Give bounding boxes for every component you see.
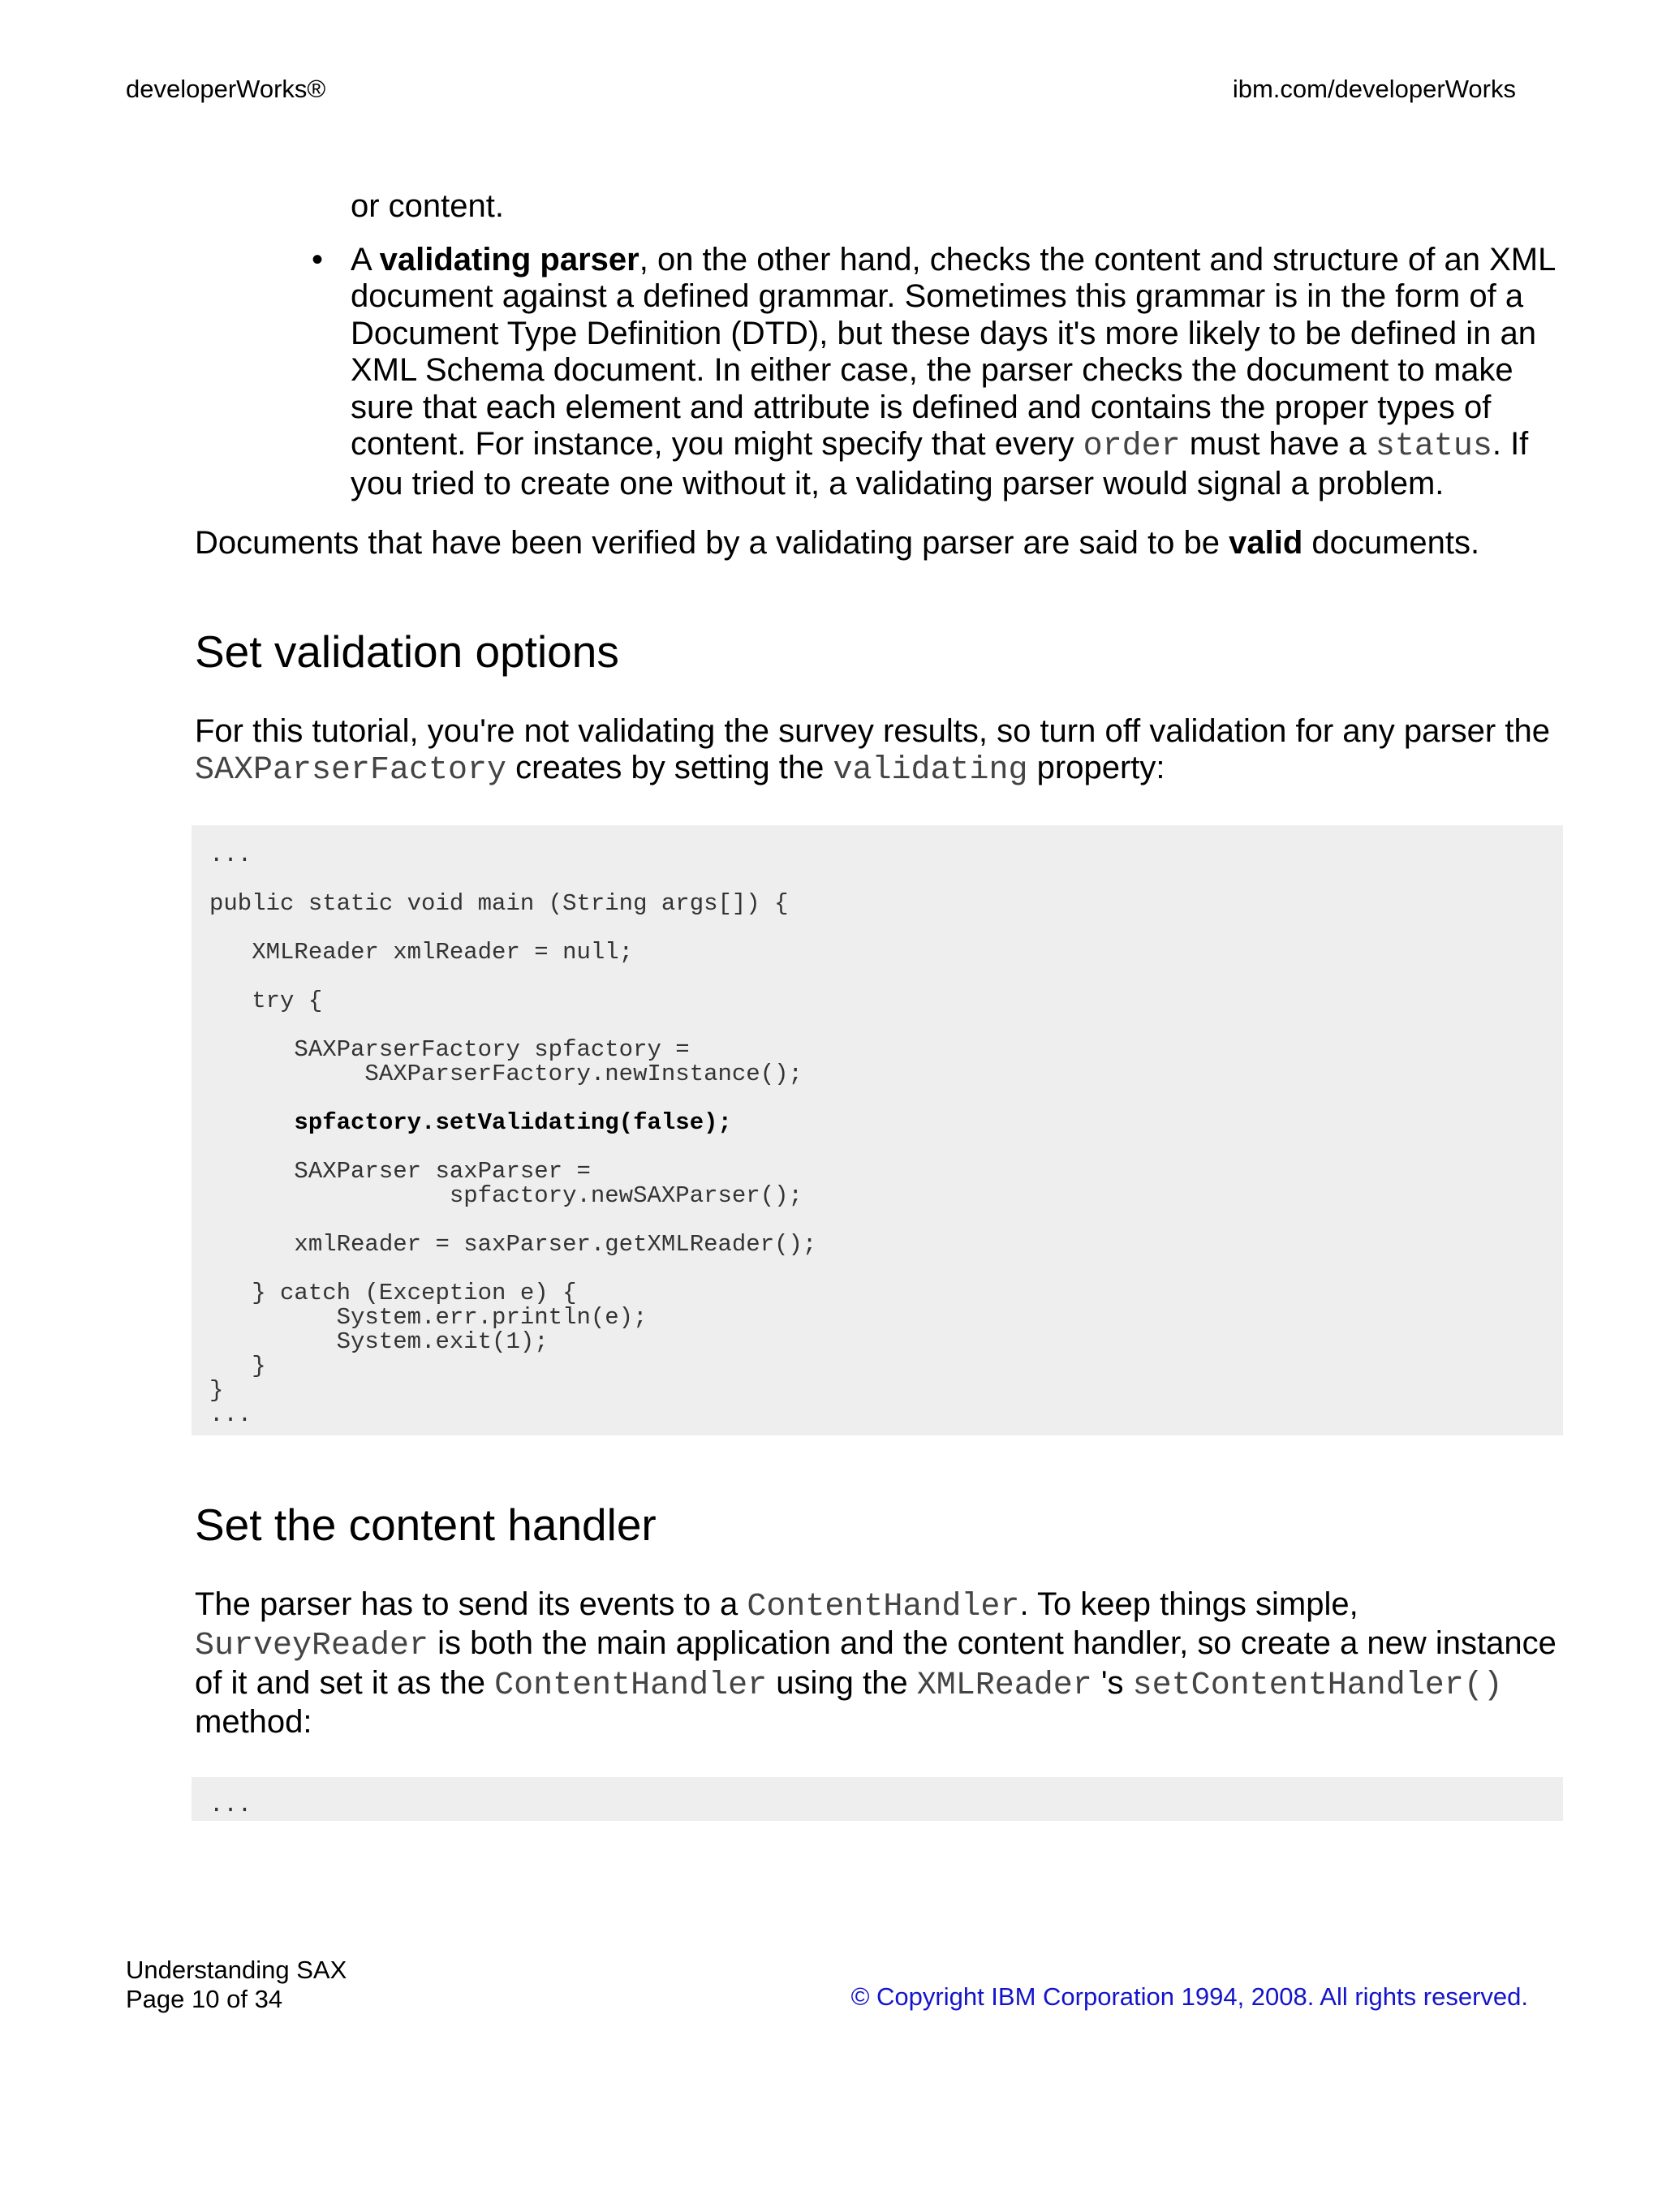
inline-code-xmlreader: XMLReader <box>916 1667 1092 1704</box>
s2-text-3: is both the main application and the content handler, so create a new instance of it and set it as the <box>195 1625 1557 1701</box>
bullet-marker: • <box>312 241 324 278</box>
inline-code-contenthandler-2: ContentHandler <box>494 1667 768 1704</box>
bullet-text-1: , on the other hand, checks the content and structure of an XML document against a defined grammar. Sometimes this grammar is in the form of a Document Type Definition (DTD), but these days it's more likely to be defined in an XML Schema document. In either case, the parser checks the document to make sure that each element and attribute is defined and contains the proper types of content. For instance, you might specify that every <box>351 241 1555 462</box>
s1-text-2: creates by setting the <box>506 750 833 785</box>
code-block-validation <box>192 825 1563 1435</box>
inline-code-order: order <box>1083 428 1181 465</box>
intro-fragment: or content. <box>351 188 505 224</box>
s2-text-1: The parser has to send its events to a <box>195 1586 747 1622</box>
valid-term: valid <box>1229 525 1303 561</box>
inline-code-setcontenthandler: setContentHandler() <box>1132 1667 1503 1704</box>
code-after-highlight: SAXParser saxParser = spfactory.newSAXParser(); xmlReader = saxParser.getXMLReader(); } catch (Exception e) { System.err.println(e); System.exit(1); } } ... <box>209 1157 817 1428</box>
footer-page-number: Page 10 of 34 <box>126 1985 283 2013</box>
page-content <box>195 188 1566 1821</box>
inline-code-surveyreader: SurveyReader <box>195 1628 429 1664</box>
s2-text-4: using the <box>767 1664 917 1701</box>
code-before-highlight: ... public static void main (String args[]) { XMLReader xmlReader = null; try { SAXParserFactory spfactory = SAXParserFactory.newInstance(); <box>209 841 803 1087</box>
code-highlight-setvalidating: spfactory.setValidating(false); <box>294 1108 732 1136</box>
s2-text-2: . To keep things simple, <box>1019 1586 1358 1622</box>
s2-text-6: method: <box>195 1704 312 1740</box>
bullet-validating-parser <box>312 241 1566 503</box>
footer-doc-info <box>126 1956 347 2014</box>
section-heading-content-handler: Set the content handler <box>195 1499 657 1550</box>
inline-code-status: status <box>1375 428 1492 465</box>
footer-copyright-link[interactable]: © Copyright IBM Corporation 1994, 2008. All rights reserved. <box>850 1982 1528 2011</box>
inline-code-contenthandler: ContentHandler <box>747 1588 1020 1625</box>
inline-code-validating: validating <box>833 752 1028 789</box>
valid-documents-paragraph <box>195 525 1566 562</box>
s1-text-3: property: <box>1027 750 1165 785</box>
header-brand: developerWorks® <box>126 75 326 103</box>
inline-code-saxparserfactory: SAXParserFactory <box>195 752 507 789</box>
bullet-term: validating parser <box>379 241 639 278</box>
s1-text-1: For this tutorial, you're not validating the survey results, so turn off validation for any parser the <box>195 712 1550 749</box>
code-block-content-handler: ... <box>192 1777 1563 1821</box>
valid-text-2: documents. <box>1302 525 1480 561</box>
bullet-text-3: . If you tried to create one without it, a validating parser would signal a problem. <box>351 426 1529 501</box>
footer-title: Understanding SAX <box>126 1956 347 1984</box>
valid-text-1: Documents that have been verified by a validating parser are said to be <box>195 525 1229 561</box>
section-validation-intro <box>195 713 1566 790</box>
section-content-handler-intro <box>195 1586 1566 1741</box>
s2-text-5: 's <box>1091 1664 1133 1701</box>
bullet-prefix: A <box>351 241 380 278</box>
bullet-text-2: must have a <box>1180 426 1376 462</box>
header-site-link[interactable]: ibm.com/developerWorks <box>1232 75 1516 103</box>
section-heading-validation: Set validation options <box>195 626 619 677</box>
